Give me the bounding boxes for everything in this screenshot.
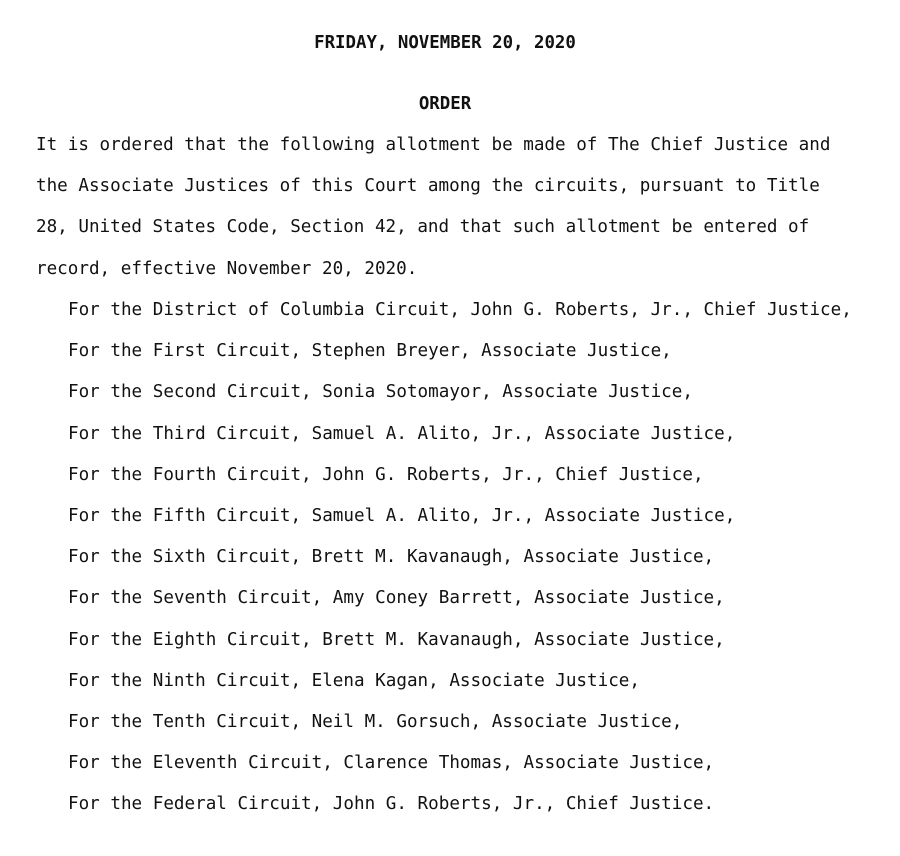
paragraph-line: record, effective November 20, 2020. bbox=[36, 258, 418, 279]
order-paragraph bbox=[36, 133, 896, 298]
allotment-item: For the Tenth Circuit, Neil M. Gorsuch, Associate Justice, bbox=[68, 711, 683, 732]
allotment-item: For the District of Columbia Circuit, John G. Roberts, Jr., Chief Justice, bbox=[68, 300, 852, 320]
allotment-item: For the Sixth Circuit, Brett M. Kavanaugh, Associate Justice, bbox=[68, 547, 715, 568]
allotment-item: For the Ninth Circuit, Elena Kagan, Associate Justice, bbox=[68, 670, 640, 691]
allotment-item: For the Fourth Circuit, John G. Roberts, Jr., Chief Justice, bbox=[68, 464, 704, 485]
allotment-item: For the Seventh Circuit, Amy Coney Barrett, Associate Justice, bbox=[68, 588, 725, 609]
allotment-item: For the First Circuit, Stephen Breyer, Associate Justice, bbox=[68, 341, 672, 362]
allotment-item: For the Second Circuit, Sonia Sotomayor, Associate Justice, bbox=[68, 382, 693, 403]
allotment-item: For the Federal Circuit, John G. Roberts, Jr., Chief Justice. bbox=[68, 794, 715, 815]
allotment-item: For the Third Circuit, Samuel A. Alito, Jr., Associate Justice, bbox=[68, 423, 736, 444]
document-heading: ORDER bbox=[418, 94, 472, 114]
document-date: FRIDAY, NOVEMBER 20, 2020 bbox=[314, 33, 576, 53]
allotment-item: For the Eleventh Circuit, Clarence Thomas, Associate Justice, bbox=[68, 753, 715, 774]
paragraph-line: the Associate Justices of this Court among the circuits, pursuant to Title bbox=[36, 176, 820, 197]
paragraph-line: 28, United States Code, Section 42, and that such allotment be entered of bbox=[36, 217, 810, 238]
allotment-item: For the Eighth Circuit, Brett M. Kavanaugh, Associate Justice, bbox=[68, 629, 725, 650]
paragraph-line: It is ordered that the following allotment be made of The Chief Justice and bbox=[36, 135, 831, 155]
allotment-list bbox=[68, 298, 898, 833]
allotment-item: For the Fifth Circuit, Samuel A. Alito, Jr., Associate Justice, bbox=[68, 505, 736, 526]
